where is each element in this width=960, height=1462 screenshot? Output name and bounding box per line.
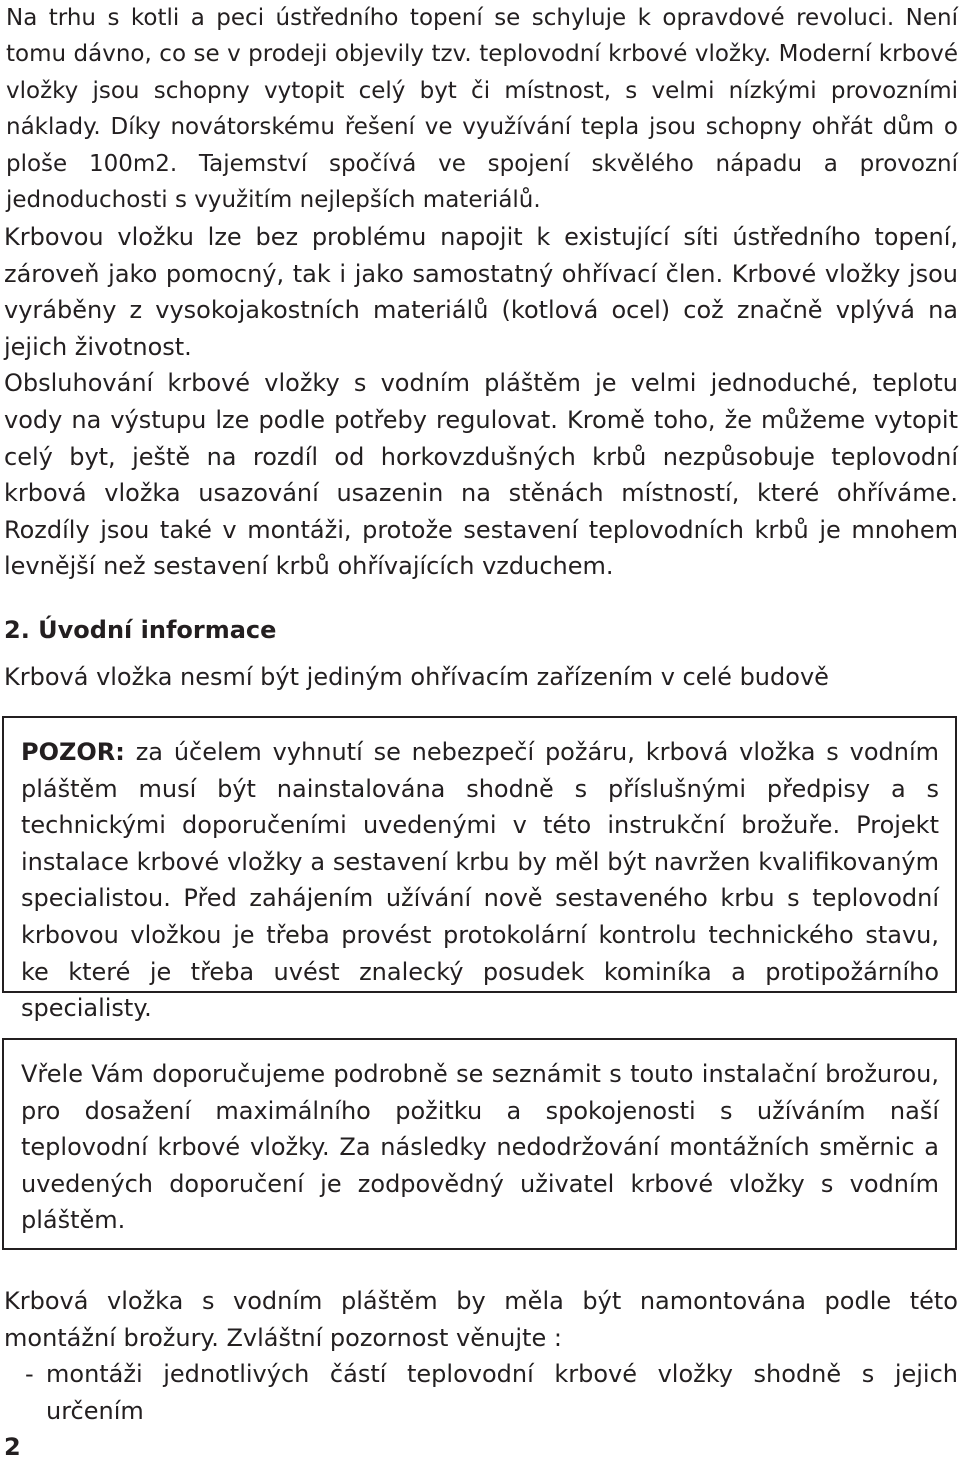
paragraph-operation: Obsluhování krbové vložky s vodním pláštěm je velmi jednoduché, teplotu vody na výstupu lze podle potřeby regulovat. Kromě toho, že můžeme vytopit celý byt, ještě na rozdíl od horkovzdušných krbů nezpůsobuje teplovodní krbová vložka usazování usazenin na stěnách místností, které ohříváme. Rozdíly jsou také v montáži, protože sestavení teplovodních krbů je mnohem levnější než sestavení krbů ohřívajících vzduchem. bbox=[4, 369, 958, 581]
closing-paragraph: Krbová vložka s vodním pláštěm by měla být namontována podle této montážní brožury. Zvláštní pozornost věnujte : bbox=[4, 1287, 958, 1352]
warning-box bbox=[2, 716, 957, 1023]
section-heading: 2. Úvodní informace bbox=[4, 616, 277, 644]
recommendation-text: Vřele Vám doporučujeme podrobně se seznámit s touto instalační brožurou, pro dosažení maximálního požitku a spokojenosti s užíváním naší teplovodní krbové vložky. Za následky nedodržování montážních směrnic a uvedených doporučení je zodpovědný uživatel krbové vložky s vodním pláštěm. bbox=[21, 1060, 939, 1235]
list-bullet: - bbox=[25, 1360, 34, 1388]
warning-text: za účelem vyhnutí se nebezpečí požáru, krbová vložka s vodním pláštěm musí být nainstalována shodně s příslušnými předpisy a s technickými doporučeními uvedenými v této instrukční brožuře. Projekt instalace krbové vložky a sestavení krbu by měl být navržen kvalifikovaným specialistou. Před zahájením užívání nově sestaveného krbu s teplovodní krbovou vložkou je třeba provést protokolární kontrolu technického stavu, ke které je třeba uvést znalecký posudek kominíka a protipožárního specialisty. bbox=[21, 738, 939, 1023]
page-number: 2 bbox=[4, 1433, 21, 1461]
recommendation-box bbox=[2, 1038, 957, 1250]
list-item-text: montáži jednotlivých částí teplovodní krbové vložky shodně s jejich určením bbox=[46, 1360, 958, 1425]
warning-label: POZOR: bbox=[21, 738, 125, 766]
warning-paragraph bbox=[21, 734, 939, 1027]
intro-text: Na trhu s kotli a peci ústředního topení se schyluje k opravdové revoluci. Není tomu dávno, co se v prodeji objevily tzv. teplovodní krbové vložky. Moderní krbové vložky jsou schopny vytopit celý byt či místnost, s velmi nízkými provozními náklady. Díky novátorskému řešení ve využívání tepla jsou schopny ohřát dům o ploše 100m2. Tajemství spočívá ve spojení skvělého nápadu a provozní jednoduchosti s využitím nejlepších materiálů. bbox=[6, 5, 958, 214]
intro-paragraph bbox=[6, 0, 958, 218]
body-paragraphs bbox=[4, 219, 958, 585]
paragraph-connection: Krbovou vložku lze bez problému napojit k existující síti ústředního topení, zároveň jako pomocný, tak i jako samostatný ohřívací člen. Krbové vložky jsou vyráběny z vysokojakostních materiálů (kotlová ocel) což značně vplývá na jejich životnost. bbox=[4, 223, 958, 361]
section-subline: Krbová vložka nesmí být jediným ohřívacím zařízením v celé budově bbox=[4, 663, 829, 691]
